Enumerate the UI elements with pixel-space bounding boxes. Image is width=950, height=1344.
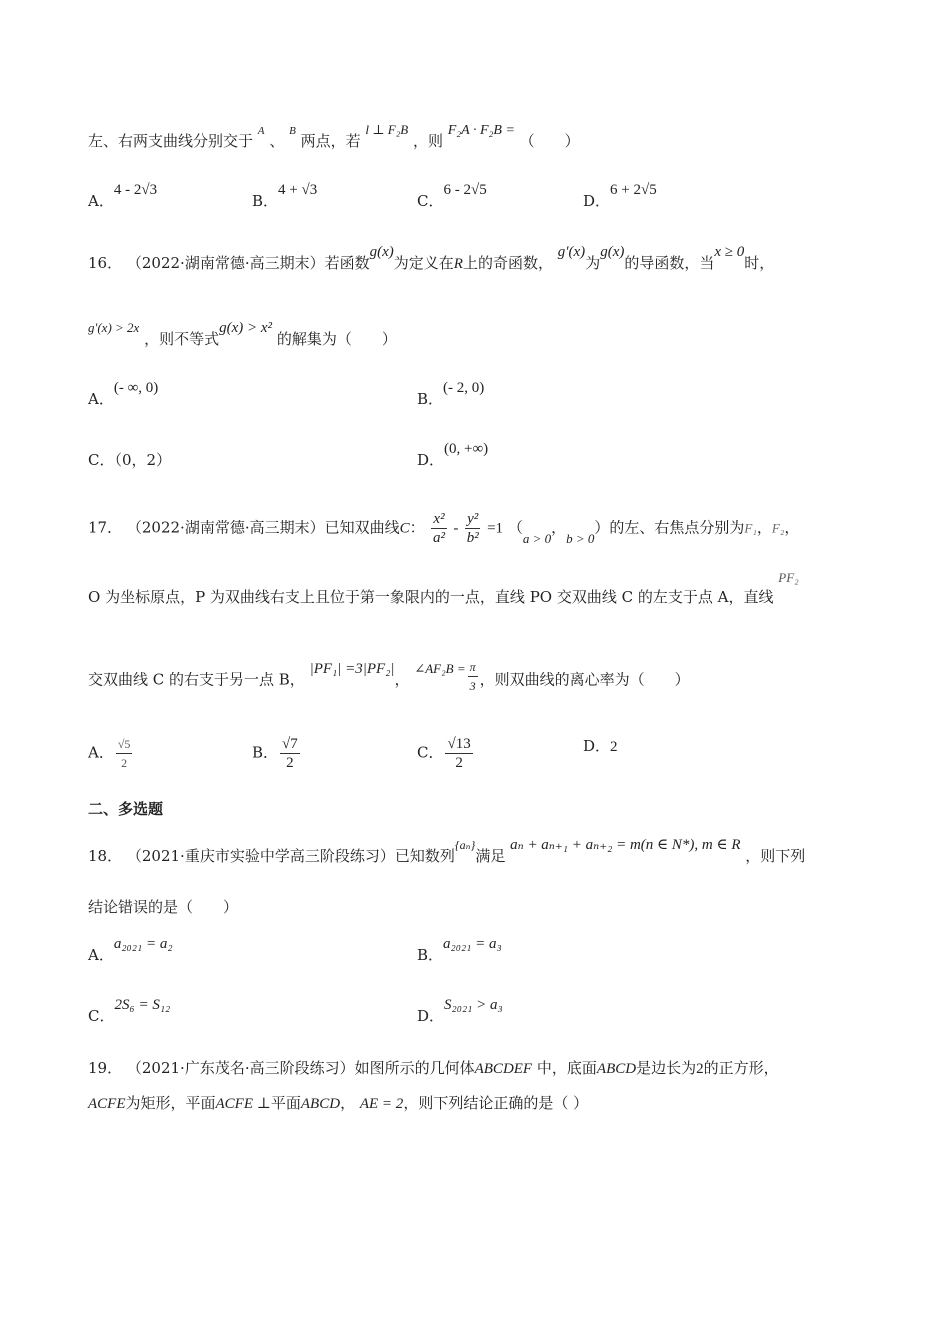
frac-num: y² — [467, 511, 479, 527]
option-value: a₂₀₂₁ = a₃ — [443, 936, 502, 952]
focus-f2: F₂ — [771, 520, 785, 536]
point-b: B — [289, 125, 296, 137]
fraction-x2-a2 — [431, 510, 446, 547]
q19-text: 中，底面 — [536, 1059, 597, 1077]
option-label: B． — [252, 743, 279, 762]
section-heading-multi-choice: 二、多选题 — [88, 800, 164, 818]
q16-option-d[interactable] — [417, 441, 489, 472]
question-number: 16． — [88, 254, 123, 272]
option-label: C． — [417, 192, 444, 210]
question-source: （2022·湖南常德·高三期末） — [126, 254, 325, 272]
option-label: C． — [88, 451, 115, 469]
equals-one: =1 — [487, 520, 504, 537]
fraction-pi-3 — [468, 658, 478, 695]
option-value: 2S₆ = S₁₂ — [114, 997, 171, 1013]
math-gprime: g′(x) — [557, 244, 586, 260]
option-label: D． — [583, 737, 611, 755]
frac-num: π — [468, 658, 478, 677]
q18-option-a[interactable] — [88, 936, 173, 967]
q17-text: O 为坐标原点，P 为双曲线右支上且位于第一象限内的一点，直线 PO 交双曲线 C 的左支于点 A，直线 — [88, 588, 774, 606]
option-label: A． — [88, 390, 114, 408]
q15-option-c[interactable] — [417, 182, 487, 213]
q18-stem-line2: 结论错误的是（ ） — [88, 898, 239, 916]
q15-expression: F₂A · F₂B = — [447, 123, 515, 138]
math-derivative-condition: g′(x) > 2x — [88, 320, 140, 335]
q19-stem — [88, 1057, 870, 1080]
math-c: C — [399, 520, 410, 537]
option-value: (- ∞, 0) — [113, 380, 159, 396]
option-label: D． — [417, 451, 445, 469]
question-source: （2022·湖南常德·高三期末） — [126, 518, 325, 537]
option-fraction — [116, 735, 133, 772]
math-r: R — [453, 256, 463, 272]
option-value: a₂₀₂₁ = a₂ — [113, 936, 173, 952]
q19-text: 为矩形，平面 — [125, 1094, 216, 1112]
q17-text: ）的左、右焦点分别为 — [594, 518, 745, 537]
line-pf2: PF₂ — [778, 570, 799, 585]
option-value: 6 - 2√5 — [443, 182, 487, 198]
ae-length: AE = 2 — [359, 1096, 404, 1112]
q15-option-b[interactable] — [252, 182, 318, 213]
option-value: 2 — [610, 739, 618, 755]
frac-num: x² — [433, 511, 445, 527]
math-g: g(x) — [369, 244, 394, 260]
plane-acfe: ACFE ⊥ — [215, 1096, 271, 1112]
q16-text: 时， — [744, 254, 775, 272]
option-fraction — [280, 735, 300, 772]
q19-stem-line2 — [88, 1092, 870, 1115]
option-value: 4 + √3 — [278, 182, 318, 198]
option-value: 4 - 2√3 — [113, 182, 158, 198]
base-name: ABCD — [596, 1061, 637, 1077]
point-a: A — [257, 125, 265, 137]
frac-num: √7 — [282, 736, 298, 752]
q16-text: 的解集为（ ） — [276, 330, 397, 348]
rect-name: ACFE — [88, 1096, 126, 1112]
q16-text: 上的奇函数， — [462, 254, 553, 272]
q18-text: ，则下列 — [745, 847, 806, 865]
q17-comma: ， — [784, 518, 800, 537]
q18-text: 已知数列 — [394, 847, 455, 865]
option-label: A． — [88, 192, 114, 210]
q17-stem: 17． （2022·湖南常德·高三期末）已知双曲线C： $\frac{\text{x²}}{\text{a²}}$ - $\frac{\text{y²}}{\text{b²}}$ =1 （a > 0，b > 0）的左、右焦点分别为F₁，F₂， — [88, 511, 800, 546]
q16-option-c[interactable] — [88, 449, 171, 471]
focus-f1: F₁ — [744, 520, 757, 536]
q17-stem-line3: 交双曲线 C 的右支于另一点 B， |PF₁| =3|PF₂|， ∠AF₂B = $\frac{\pi}{3}$ ，则双曲线的离心率为（ ） — [88, 660, 690, 693]
option-label: B． — [417, 390, 444, 408]
q18-stem — [88, 837, 870, 868]
q18-option-c[interactable] — [88, 997, 171, 1028]
math-g2: g(x) — [600, 244, 625, 260]
q16-option-b[interactable] — [417, 380, 485, 411]
condition-a: a > 0 — [522, 530, 552, 546]
q18-option-d[interactable] — [417, 997, 503, 1028]
option-label: D． — [583, 192, 611, 210]
q15-sep: 、 — [269, 132, 285, 150]
q19-text: ，则下列结论正确的是（ ） — [403, 1094, 589, 1112]
option-label: B． — [252, 192, 279, 210]
q17-colon: ： — [409, 518, 425, 537]
q16-text: ，则不等式 — [144, 330, 220, 348]
frac-den: 2 — [286, 755, 294, 771]
option-label: D． — [417, 1007, 445, 1025]
q16-text: 的导函数，当 — [624, 254, 715, 272]
frac-den: 3 — [469, 679, 476, 693]
q16-text: 为 — [585, 254, 601, 272]
angle-expression: ∠AF₂B = — [414, 660, 466, 676]
option-value: （0，2） — [114, 451, 172, 469]
option-label: C． — [88, 1007, 115, 1025]
question-source: （2021·广东茂名·高三阶段练习） — [126, 1059, 355, 1077]
q19-text: ， — [340, 1094, 356, 1112]
option-label: A． — [88, 743, 114, 762]
recurrence-relation: aₙ + aₙ₊₁ + aₙ₊₂ = m(n ∈ N*), m ∈ R — [510, 837, 741, 853]
q15-text2: 两点，若 — [300, 132, 361, 150]
q17-text: 已知双曲线 — [324, 518, 400, 537]
q16-stem — [88, 244, 870, 275]
math-condition: x ≥ 0 — [714, 244, 745, 260]
q19-text: 的正方形， — [703, 1059, 779, 1077]
solid-name: ABCDEF — [474, 1061, 533, 1077]
frac-num: √13 — [447, 736, 471, 752]
q17-stem-line2 — [88, 570, 870, 609]
q19-text: 如图所示的几何体 — [354, 1059, 475, 1077]
option-value: (- 2, 0) — [443, 380, 485, 396]
condition-b: b > 0 — [566, 530, 595, 546]
frac-den: 2 — [455, 755, 463, 771]
q15-stem — [88, 122, 870, 154]
q15-condition: l ⊥ F₂B — [365, 122, 409, 137]
q16-text: 若函数 — [324, 254, 370, 272]
math-inequality: g(x) > x² — [219, 320, 273, 336]
option-label: C． — [417, 743, 444, 762]
option-fraction — [445, 735, 472, 772]
q17-text: 交双曲线 C 的右支于另一点 B， — [88, 670, 305, 689]
q16-option-a[interactable] — [88, 380, 159, 411]
frac-den: 2 — [121, 756, 128, 770]
abs-equation: |PF₁| =3|PF₂| — [309, 660, 395, 677]
option-value: 6 + 2√5 — [610, 182, 657, 198]
q15-option-a[interactable] — [88, 182, 158, 213]
frac-num: √5 — [116, 735, 133, 754]
option-value: (0, +∞) — [444, 441, 489, 457]
q18-text: 满足 — [475, 847, 506, 865]
frac-den: a² — [433, 530, 445, 546]
q15-option-d[interactable] — [583, 182, 657, 213]
q15-text: 左、右两支曲线分别交于 — [88, 132, 254, 150]
q17-option-a[interactable] — [88, 735, 134, 772]
q16-stem-line2 — [88, 320, 870, 351]
frac-den: b² — [466, 530, 479, 546]
question-number: 17． — [88, 518, 123, 537]
question-source: （2021·重庆市实验中学高三阶段练习） — [126, 847, 395, 865]
q17-comma: ， — [756, 518, 772, 537]
minus-sign: - — [453, 520, 459, 537]
q15-text3: ，则 — [412, 132, 443, 150]
option-value: S₂₀₂₁ > a₃ — [444, 997, 503, 1013]
q17-option-c[interactable] — [417, 735, 475, 772]
question-number: 19． — [88, 1059, 123, 1077]
q18-option-b[interactable] — [417, 936, 502, 967]
sequence-an: {aₙ} — [454, 838, 476, 852]
option-label: B． — [417, 946, 444, 964]
q17-text: ，则双曲线的离心率为（ ） — [479, 670, 690, 689]
q17-option-b[interactable] — [252, 735, 302, 772]
q19-text: 是边长为 — [636, 1059, 697, 1077]
option-label: A． — [88, 946, 114, 964]
plane-abcd: ABCD — [300, 1096, 341, 1112]
q19-text: 平面 — [270, 1094, 301, 1112]
question-number: 18． — [88, 847, 123, 865]
q17-option-d[interactable] — [583, 735, 618, 758]
side-length: 2 — [696, 1061, 704, 1077]
fraction-y2-b2 — [465, 510, 480, 547]
q15-answer-blank: （ ） — [519, 132, 580, 150]
q16-text: 为定义在 — [393, 254, 454, 272]
